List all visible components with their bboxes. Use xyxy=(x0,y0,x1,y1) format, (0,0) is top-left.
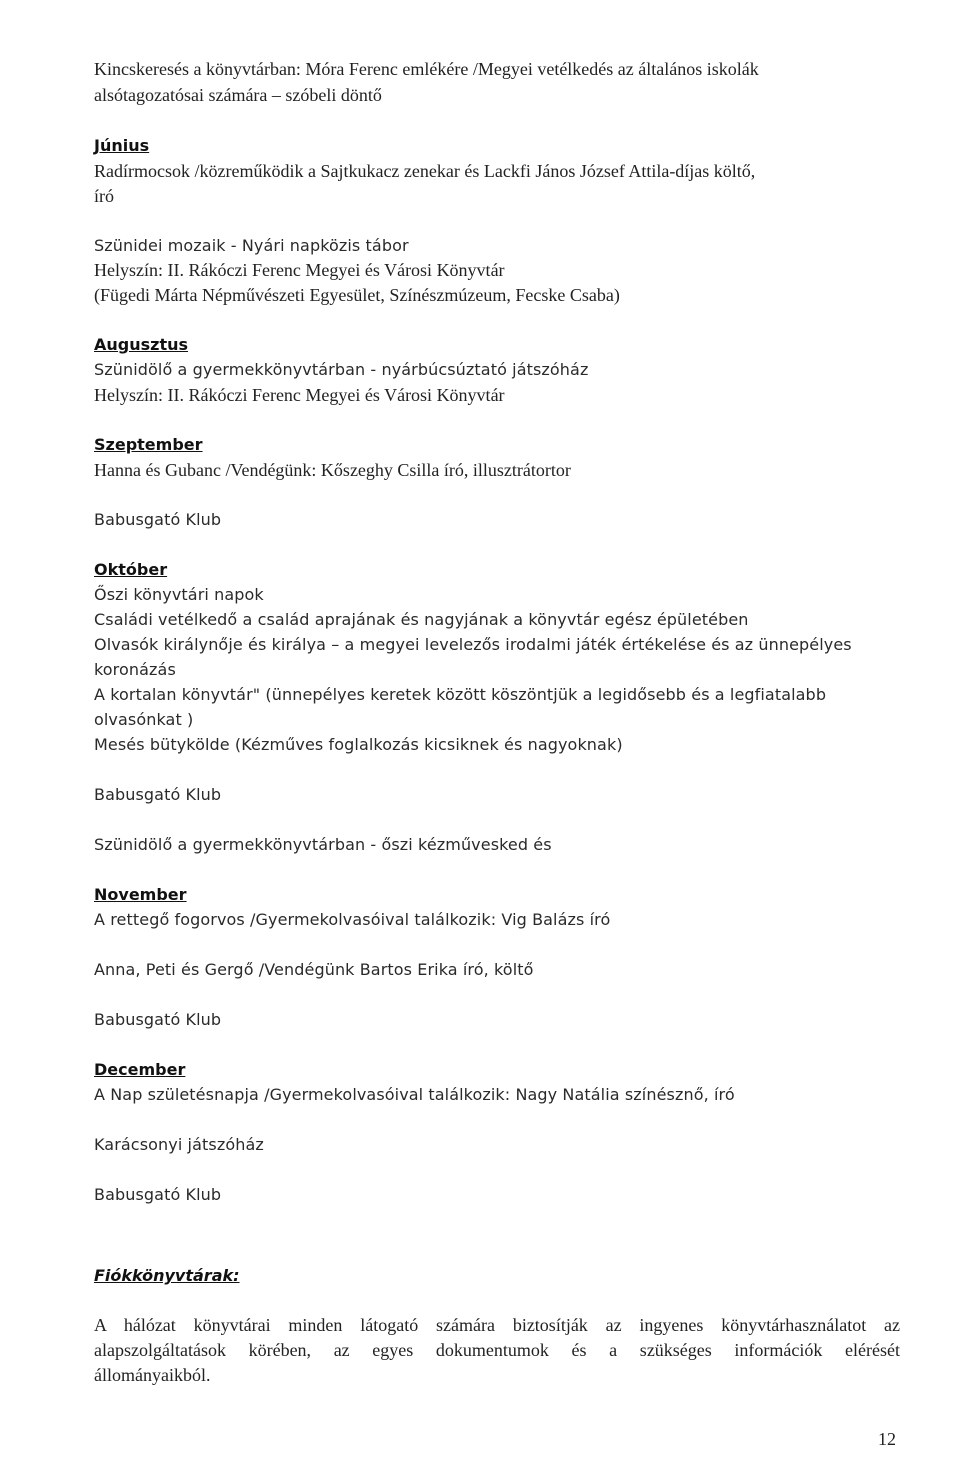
month-heading-august: Augusztus xyxy=(94,335,189,354)
text-line: Hanna és Gubanc /Vendégünk: Kőszeghy Csilla író, illusztrátortor xyxy=(94,460,571,480)
text-line: A kortalan könyvtár" (ünnepélyes keretek között köszöntjük a legidősebb és a legfiatalabb xyxy=(94,685,827,704)
text-line: Szünidölő a gyermekkönyvtárban - őszi kézművesked és xyxy=(94,835,552,854)
text-line: Olvasók királynője és királya – a megyei levelezős irodalmi játék értékelése és az ünnepélyes xyxy=(94,635,852,654)
paragraph-line: A hálózat könyvtárai minden látogató számára biztosítják az ingyenes könyvtárhasználatot az xyxy=(94,1315,900,1335)
text-line: Őszi könyvtári napok xyxy=(94,585,264,604)
text-line: A Nap születésnapja /Gyermekolvasóival találkozik: Nagy Natália színésznő, író xyxy=(94,1085,735,1104)
text-line: Babusgató Klub xyxy=(94,510,222,529)
text-line: Anna, Peti és Gergő /Vendégünk Bartos Erika író, költő xyxy=(94,960,534,979)
text-line: A rettegő fogorvos /Gyermekolvasóival találkozik: Vig Balázs író xyxy=(94,910,611,929)
text-line: Helyszín: II. Rákóczi Ferenc Megyei és Városi Könyvtár xyxy=(94,260,505,280)
month-heading-november: November xyxy=(94,885,187,904)
text-line: Helyszín: II. Rákóczi Ferenc Megyei és Városi Könyvtár xyxy=(94,385,505,405)
text-line: Karácsonyi játszóház xyxy=(94,1135,264,1154)
text-line: Szünidei mozaik - Nyári napközis tábor xyxy=(94,236,409,255)
text-line: olvasónkat ) xyxy=(94,710,194,729)
text-line: Babusgató Klub xyxy=(94,1185,222,1204)
text-line: író xyxy=(94,186,114,206)
text-line: Babusgató Klub xyxy=(94,785,222,804)
month-heading-september: Szeptember xyxy=(94,435,203,454)
paragraph-line: állományaikból. xyxy=(94,1365,211,1385)
month-heading-october: Október xyxy=(94,560,168,579)
page-number: 12 xyxy=(878,1429,896,1449)
text-line: Mesés bütykölde (Kézműves foglalkozás kicsiknek és nagyoknak) xyxy=(94,735,623,754)
month-heading-june: Június xyxy=(94,136,150,155)
text-line: Radírmocsok /közreműködik a Sajtkukacz zenekar és Lackfi János József Attila-díjas költő, xyxy=(94,161,756,181)
month-heading-december: December xyxy=(94,1060,186,1079)
text-line: Szünidölő a gyermekkönyvtárban - nyárbúcsúztató játszóház xyxy=(94,360,589,379)
text-line: (Fügedi Márta Népművészeti Egyesület, Színészmúzeum, Fecske Csaba) xyxy=(94,285,620,305)
section-heading-branches: Fiókkönyvtárak: xyxy=(94,1266,240,1285)
text-line: alsótagozatósai számára – szóbeli döntő xyxy=(94,85,382,105)
text-line: Kincskeresés a könyvtárban: Móra Ferenc emlékére /Megyei vetélkedés az általános iskolák xyxy=(94,59,759,79)
text-line: koronázás xyxy=(94,660,176,679)
text-line: Babusgató Klub xyxy=(94,1010,222,1029)
paragraph-line: alapszolgáltatások körében, az egyes dokumentumok és a szükséges információk elérését xyxy=(94,1340,900,1360)
text-line: Családi vetélkedő a család aprajának és nagyjának a könyvtár egész épületében xyxy=(94,610,749,629)
